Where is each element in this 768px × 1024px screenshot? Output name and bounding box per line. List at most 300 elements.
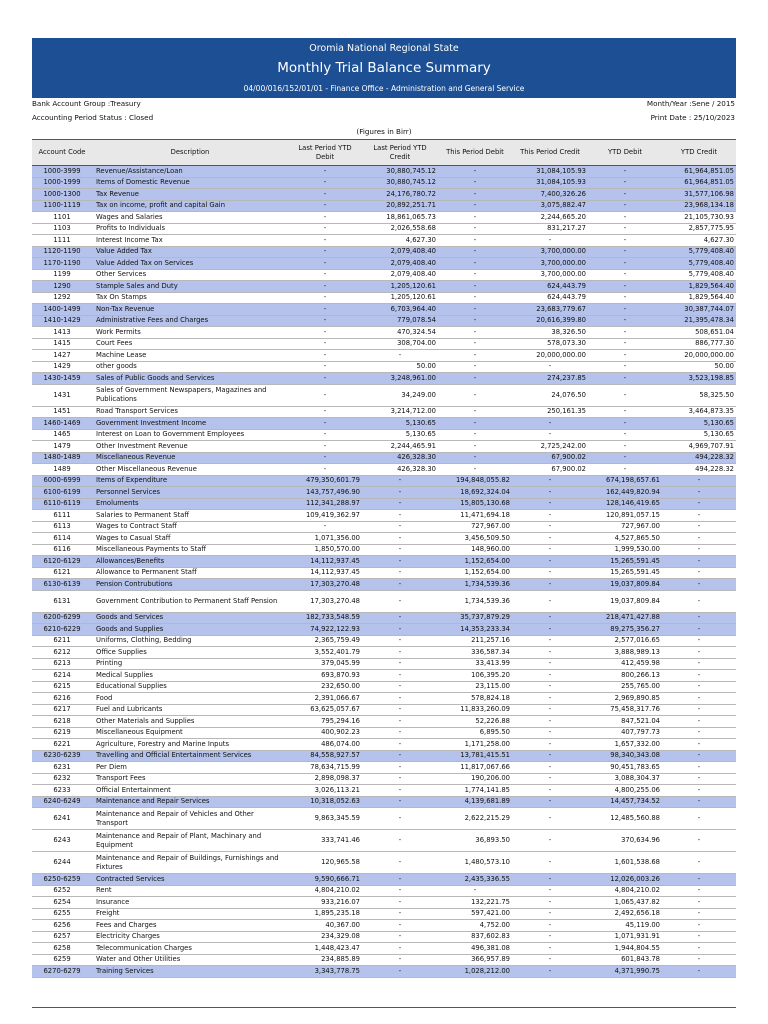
- ytd-credit-cell: 1,829,564.40: [662, 292, 736, 304]
- ytd-credit-cell: -: [662, 716, 736, 728]
- account-code-cell: 6121: [32, 567, 92, 579]
- account-code-cell: 1199: [32, 269, 92, 281]
- this-period-debit-cell: 578,824.18: [438, 693, 512, 705]
- ytd-credit-cell: -: [662, 521, 736, 533]
- last-period-ytd-credit-cell: 2,079,408.40: [362, 269, 438, 281]
- this-period-debit-cell: -: [438, 429, 512, 441]
- ytd-debit-cell: -: [588, 269, 662, 281]
- table-row: [32, 808, 736, 830]
- this-period-debit-cell: -: [438, 315, 512, 327]
- trial-balance-table: [32, 139, 736, 978]
- ytd-debit-cell: -: [588, 200, 662, 212]
- table-row: [32, 670, 736, 682]
- column-header: Last Period YTD Credit: [362, 140, 438, 166]
- ytd-credit-cell: -: [662, 635, 736, 647]
- table-row: [32, 510, 736, 522]
- this-period-credit-cell: 24,076.50: [512, 384, 588, 406]
- last-period-ytd-credit-cell: 50.00: [362, 361, 438, 373]
- this-period-debit-cell: -: [438, 258, 512, 270]
- ytd-debit-cell: 4,804,210.02: [588, 885, 662, 897]
- this-period-credit-cell: -: [512, 885, 588, 897]
- ytd-debit-cell: -: [588, 258, 662, 270]
- description-cell: Items of Expenditure: [92, 475, 288, 487]
- this-period-debit-cell: 3,456,509.50: [438, 533, 512, 545]
- ytd-debit-cell: -: [588, 166, 662, 178]
- this-period-credit-cell: -: [512, 624, 588, 636]
- last-period-ytd-credit-cell: 2,079,408.40: [362, 258, 438, 270]
- description-cell: Wages and Salaries: [92, 212, 288, 224]
- this-period-credit-cell: 20,000,000.00: [512, 350, 588, 362]
- this-period-credit-cell: 23,683,779.67: [512, 304, 588, 316]
- this-period-debit-cell: 366,957.89: [438, 954, 512, 966]
- last-period-ytd-debit-cell: 333,741.46: [288, 830, 362, 852]
- this-period-debit-cell: 33,413.99: [438, 658, 512, 670]
- description-cell: Fuel and Lubricants: [92, 704, 288, 716]
- last-period-ytd-debit-cell: 693,870.93: [288, 670, 362, 682]
- account-code-cell: 6113: [32, 521, 92, 533]
- group-row: [32, 177, 736, 189]
- ytd-debit-cell: 75,458,317.76: [588, 704, 662, 716]
- group-row: [32, 498, 736, 510]
- last-period-ytd-credit-cell: 34,249.00: [362, 384, 438, 406]
- ytd-credit-cell: 20,000,000.00: [662, 350, 736, 362]
- last-period-ytd-debit-cell: 400,902.23: [288, 727, 362, 739]
- this-period-debit-cell: 194,848,055.82: [438, 475, 512, 487]
- ytd-credit-cell: -: [662, 874, 736, 886]
- this-period-credit-cell: -: [512, 739, 588, 751]
- this-period-credit-cell: -: [512, 785, 588, 797]
- ytd-credit-cell: 30,387,744.07: [662, 304, 736, 316]
- last-period-ytd-debit-cell: 9,863,345.59: [288, 808, 362, 830]
- ytd-credit-cell: -: [662, 475, 736, 487]
- this-period-debit-cell: -: [438, 269, 512, 281]
- last-period-ytd-credit-cell: -: [362, 556, 438, 568]
- this-period-debit-cell: -: [438, 177, 512, 189]
- table-row: [32, 954, 736, 966]
- account-code-cell: 1100-1119: [32, 200, 92, 212]
- last-period-ytd-debit-cell: 1,448,423.47: [288, 943, 362, 955]
- this-period-debit-cell: 2,435,336.55: [438, 874, 512, 886]
- this-period-credit-cell: 2,244,665.20: [512, 212, 588, 224]
- month-year: Month/Year :Sene / 2015: [646, 99, 735, 108]
- account-code-cell: 6212: [32, 647, 92, 659]
- description-cell: Revenue/Assistance/Loan: [92, 166, 288, 178]
- this-period-debit-cell: 211,257.16: [438, 635, 512, 647]
- account-code-cell: 6258: [32, 943, 92, 955]
- ytd-credit-cell: 494,228.32: [662, 464, 736, 476]
- description-cell: Miscellaneous Equipment: [92, 727, 288, 739]
- account-code-cell: 6232: [32, 773, 92, 785]
- group-row: [32, 796, 736, 808]
- this-period-credit-cell: -: [512, 808, 588, 830]
- table-row: [32, 920, 736, 932]
- this-period-debit-cell: -: [438, 418, 512, 430]
- group-row: [32, 373, 736, 385]
- group-row: [32, 189, 736, 201]
- figures-note: (Figures in Birr): [356, 127, 412, 136]
- last-period-ytd-credit-cell: -: [362, 852, 438, 874]
- last-period-ytd-debit-cell: 143,757,496.90: [288, 487, 362, 499]
- last-period-ytd-debit-cell: 2,391,066.67: [288, 693, 362, 705]
- table-row: [32, 931, 736, 943]
- this-period-credit-cell: -: [512, 943, 588, 955]
- last-period-ytd-debit-cell: -: [288, 338, 362, 350]
- table-row: [32, 908, 736, 920]
- column-header: YTD Credit: [662, 140, 736, 166]
- this-period-debit-cell: 837,602.83: [438, 931, 512, 943]
- ytd-credit-cell: -: [662, 658, 736, 670]
- account-code-cell: 6216: [32, 693, 92, 705]
- description-cell: Miscellaneous Payments to Staff: [92, 544, 288, 556]
- table-row: [32, 429, 736, 441]
- last-period-ytd-debit-cell: -: [288, 166, 362, 178]
- account-code-cell: 6221: [32, 739, 92, 751]
- table-row: [32, 235, 736, 247]
- group-row: [32, 624, 736, 636]
- ytd-debit-cell: -: [588, 223, 662, 235]
- column-header: Account Code: [32, 140, 92, 166]
- this-period-credit-cell: -: [512, 681, 588, 693]
- last-period-ytd-credit-cell: -: [362, 704, 438, 716]
- ytd-credit-cell: -: [662, 885, 736, 897]
- this-period-credit-cell: -: [512, 647, 588, 659]
- last-period-ytd-debit-cell: 1,895,235.18: [288, 908, 362, 920]
- this-period-credit-cell: -: [512, 658, 588, 670]
- this-period-credit-cell: 2,725,242.00: [512, 441, 588, 453]
- account-code-cell: 6218: [32, 716, 92, 728]
- ytd-debit-cell: -: [588, 373, 662, 385]
- this-period-debit-cell: -: [438, 373, 512, 385]
- account-code-cell: 6256: [32, 920, 92, 932]
- last-period-ytd-debit-cell: -: [288, 281, 362, 293]
- ytd-debit-cell: -: [588, 235, 662, 247]
- ytd-debit-cell: 1,657,332.00: [588, 739, 662, 751]
- last-period-ytd-debit-cell: 9,590,666.71: [288, 874, 362, 886]
- last-period-ytd-debit-cell: 2,898,098.37: [288, 773, 362, 785]
- this-period-debit-cell: 1,152,654.00: [438, 567, 512, 579]
- this-period-credit-cell: -: [512, 716, 588, 728]
- ytd-debit-cell: 674,198,657.61: [588, 475, 662, 487]
- table-row: [32, 693, 736, 705]
- this-period-credit-cell: -: [512, 796, 588, 808]
- ytd-debit-cell: -: [588, 177, 662, 189]
- table-row: [32, 464, 736, 476]
- report-banner: [32, 38, 736, 98]
- account-code-cell: 6100-6199: [32, 487, 92, 499]
- this-period-credit-cell: -: [512, 556, 588, 568]
- last-period-ytd-credit-cell: 426,328.30: [362, 464, 438, 476]
- last-period-ytd-credit-cell: 30,880,745.12: [362, 177, 438, 189]
- ytd-credit-cell: -: [662, 647, 736, 659]
- ytd-debit-cell: -: [588, 292, 662, 304]
- last-period-ytd-debit-cell: 17,303,270.48: [288, 579, 362, 591]
- account-code-cell: 6131: [32, 590, 92, 612]
- ytd-debit-cell: 3,088,304.37: [588, 773, 662, 785]
- account-code-cell: 6200-6299: [32, 612, 92, 624]
- this-period-debit-cell: -: [438, 464, 512, 476]
- account-code-cell: 6114: [32, 533, 92, 545]
- account-code-cell: 6270-6279: [32, 966, 92, 978]
- ytd-credit-cell: -: [662, 681, 736, 693]
- description-cell: Tax on income, profit and capital Gain: [92, 200, 288, 212]
- ytd-credit-cell: 886,777.30: [662, 338, 736, 350]
- this-period-credit-cell: -: [512, 773, 588, 785]
- ytd-debit-cell: 19,037,809.84: [588, 590, 662, 612]
- last-period-ytd-debit-cell: 40,367.00: [288, 920, 362, 932]
- this-period-debit-cell: 6,895.50: [438, 727, 512, 739]
- ytd-debit-cell: 15,265,591.45: [588, 567, 662, 579]
- table-row: [32, 885, 736, 897]
- description-cell: Maintenance and Repair of Buildings, Furnishings and Fixtures: [92, 852, 288, 874]
- ytd-debit-cell: 19,037,809.84: [588, 579, 662, 591]
- ytd-credit-cell: 61,964,851.05: [662, 177, 736, 189]
- this-period-credit-cell: 624,443.79: [512, 292, 588, 304]
- this-period-credit-cell: -: [512, 874, 588, 886]
- last-period-ytd-credit-cell: -: [362, 693, 438, 705]
- ytd-credit-cell: 5,779,408.40: [662, 269, 736, 281]
- this-period-credit-cell: 67,900.02: [512, 464, 588, 476]
- account-code-cell: 6116: [32, 544, 92, 556]
- this-period-credit-cell: 31,084,105.93: [512, 177, 588, 189]
- this-period-debit-cell: -: [438, 246, 512, 258]
- this-period-credit-cell: -: [512, 510, 588, 522]
- ytd-debit-cell: -: [588, 327, 662, 339]
- account-code-cell: 6214: [32, 670, 92, 682]
- this-period-credit-cell: -: [512, 533, 588, 545]
- this-period-credit-cell: -: [512, 670, 588, 682]
- ytd-credit-cell: -: [662, 920, 736, 932]
- this-period-debit-cell: -: [438, 304, 512, 316]
- description-cell: Rent: [92, 885, 288, 897]
- last-period-ytd-credit-cell: -: [362, 475, 438, 487]
- account-code-cell: 6230-6239: [32, 750, 92, 762]
- this-period-credit-cell: -: [512, 762, 588, 774]
- last-period-ytd-credit-cell: 308,704.00: [362, 338, 438, 350]
- account-code-cell: 1430-1459: [32, 373, 92, 385]
- this-period-debit-cell: 190,206.00: [438, 773, 512, 785]
- table-row: [32, 716, 736, 728]
- this-period-debit-cell: -: [438, 166, 512, 178]
- account-code-cell: 6215: [32, 681, 92, 693]
- last-period-ytd-debit-cell: 234,329.08: [288, 931, 362, 943]
- this-period-credit-cell: -: [512, 567, 588, 579]
- ytd-debit-cell: 412,459.98: [588, 658, 662, 670]
- this-period-debit-cell: 18,692,324.04: [438, 487, 512, 499]
- ytd-credit-cell: 50.00: [662, 361, 736, 373]
- this-period-debit-cell: 1,774,141.85: [438, 785, 512, 797]
- table-row: [32, 897, 736, 909]
- ytd-debit-cell: -: [588, 384, 662, 406]
- description-cell: Travelling and Official Entertainment Services: [92, 750, 288, 762]
- ytd-credit-cell: 1,829,564.40: [662, 281, 736, 293]
- last-period-ytd-credit-cell: 426,328.30: [362, 452, 438, 464]
- ytd-debit-cell: 15,265,591.45: [588, 556, 662, 568]
- last-period-ytd-debit-cell: -: [288, 246, 362, 258]
- last-period-ytd-debit-cell: -: [288, 361, 362, 373]
- table-row: [32, 544, 736, 556]
- this-period-credit-cell: 831,217.27: [512, 223, 588, 235]
- this-period-credit-cell: -: [512, 544, 588, 556]
- last-period-ytd-credit-cell: -: [362, 908, 438, 920]
- last-period-ytd-credit-cell: 470,324.54: [362, 327, 438, 339]
- print-date: Print Date : 25/10/2023: [650, 113, 735, 122]
- this-period-credit-cell: -: [512, 475, 588, 487]
- account-code-cell: 6233: [32, 785, 92, 797]
- organization-name: Oromia National Regional State: [309, 43, 459, 54]
- last-period-ytd-debit-cell: 4,804,210.02: [288, 885, 362, 897]
- this-period-credit-cell: -: [512, 830, 588, 852]
- account-code-cell: 1170-1190: [32, 258, 92, 270]
- account-code-cell: 1413: [32, 327, 92, 339]
- ytd-credit-cell: -: [662, 498, 736, 510]
- last-period-ytd-credit-cell: 1,205,120.61: [362, 292, 438, 304]
- column-header: This Period Debit: [438, 140, 512, 166]
- table-header-row: [32, 140, 736, 166]
- this-period-debit-cell: 1,171,258.00: [438, 739, 512, 751]
- this-period-debit-cell: -: [438, 212, 512, 224]
- this-period-debit-cell: 1,028,212.00: [438, 966, 512, 978]
- description-cell: other goods: [92, 361, 288, 373]
- this-period-credit-cell: -: [512, 498, 588, 510]
- ytd-debit-cell: 727,967.00: [588, 521, 662, 533]
- last-period-ytd-debit-cell: 3,026,113.21: [288, 785, 362, 797]
- last-period-ytd-credit-cell: -: [362, 579, 438, 591]
- last-period-ytd-credit-cell: 5,130.65: [362, 429, 438, 441]
- last-period-ytd-credit-cell: -: [362, 567, 438, 579]
- last-period-ytd-credit-cell: -: [362, 727, 438, 739]
- group-row: [32, 487, 736, 499]
- this-period-debit-cell: 1,734,539.36: [438, 590, 512, 612]
- last-period-ytd-debit-cell: -: [288, 200, 362, 212]
- this-period-credit-cell: 274,237.85: [512, 373, 588, 385]
- this-period-debit-cell: -: [438, 384, 512, 406]
- ytd-credit-cell: -: [662, 750, 736, 762]
- last-period-ytd-debit-cell: -: [288, 327, 362, 339]
- description-cell: Maintenance and Repair of Plant, Machinary and Equipment: [92, 830, 288, 852]
- ytd-debit-cell: 407,797.73: [588, 727, 662, 739]
- this-period-debit-cell: 727,967.00: [438, 521, 512, 533]
- bank-account-group: Bank Account Group :Treasury: [32, 99, 141, 108]
- description-cell: Electricity Charges: [92, 931, 288, 943]
- ytd-debit-cell: -: [588, 361, 662, 373]
- last-period-ytd-debit-cell: -: [288, 464, 362, 476]
- last-period-ytd-credit-cell: -: [362, 612, 438, 624]
- ytd-credit-cell: -: [662, 739, 736, 751]
- description-cell: Allowances/Benefits: [92, 556, 288, 568]
- last-period-ytd-credit-cell: -: [362, 739, 438, 751]
- this-period-debit-cell: 23,115.00: [438, 681, 512, 693]
- ytd-debit-cell: 1,065,437.82: [588, 897, 662, 909]
- description-cell: Government Contribution to Permanent Staff Pension: [92, 590, 288, 612]
- description-cell: Other Miscellaneous Revenue: [92, 464, 288, 476]
- table-row: [32, 269, 736, 281]
- ytd-debit-cell: 370,634.96: [588, 830, 662, 852]
- ytd-credit-cell: -: [662, 762, 736, 774]
- group-row: [32, 874, 736, 886]
- ytd-debit-cell: 12,026,003.26: [588, 874, 662, 886]
- ytd-debit-cell: -: [588, 315, 662, 327]
- ytd-credit-cell: -: [662, 567, 736, 579]
- this-period-credit-cell: -: [512, 966, 588, 978]
- ytd-credit-cell: 5,779,408.40: [662, 246, 736, 258]
- group-row: [32, 258, 736, 270]
- this-period-debit-cell: 13,781,415.51: [438, 750, 512, 762]
- ytd-credit-cell: -: [662, 966, 736, 978]
- this-period-debit-cell: 11,817,067.66: [438, 762, 512, 774]
- this-period-credit-cell: -: [512, 931, 588, 943]
- description-cell: Official Entertainment: [92, 785, 288, 797]
- table-row: [32, 212, 736, 224]
- last-period-ytd-debit-cell: -: [288, 269, 362, 281]
- last-period-ytd-credit-cell: -: [362, 762, 438, 774]
- this-period-debit-cell: -: [438, 200, 512, 212]
- table-row: [32, 292, 736, 304]
- ytd-credit-cell: -: [662, 773, 736, 785]
- account-code-cell: 6240-6249: [32, 796, 92, 808]
- group-row: [32, 475, 736, 487]
- ytd-credit-cell: -: [662, 693, 736, 705]
- last-period-ytd-debit-cell: -: [288, 292, 362, 304]
- last-period-ytd-credit-cell: -: [362, 590, 438, 612]
- account-code-cell: 1489: [32, 464, 92, 476]
- description-cell: Fees and Charges: [92, 920, 288, 932]
- this-period-credit-cell: 624,443.79: [512, 281, 588, 293]
- table-row: [32, 441, 736, 453]
- group-row: [32, 612, 736, 624]
- last-period-ytd-debit-cell: -: [288, 235, 362, 247]
- this-period-debit-cell: 15,805,130.68: [438, 498, 512, 510]
- this-period-debit-cell: 148,960.00: [438, 544, 512, 556]
- last-period-ytd-credit-cell: -: [362, 785, 438, 797]
- group-row: [32, 579, 736, 591]
- last-period-ytd-credit-cell: -: [362, 796, 438, 808]
- ytd-credit-cell: 23,968,134.18: [662, 200, 736, 212]
- description-cell: Profits to Individuals: [92, 223, 288, 235]
- account-code-cell: 1465: [32, 429, 92, 441]
- ytd-debit-cell: 4,800,255.06: [588, 785, 662, 797]
- table-row: [32, 567, 736, 579]
- last-period-ytd-credit-cell: -: [362, 808, 438, 830]
- last-period-ytd-debit-cell: -: [288, 258, 362, 270]
- table-row: [32, 943, 736, 955]
- table-row: [32, 223, 736, 235]
- last-period-ytd-credit-cell: 3,214,712.00: [362, 406, 438, 418]
- last-period-ytd-credit-cell: -: [362, 830, 438, 852]
- ytd-debit-cell: 14,457,734.52: [588, 796, 662, 808]
- last-period-ytd-credit-cell: 20,892,251.71: [362, 200, 438, 212]
- last-period-ytd-credit-cell: -: [362, 350, 438, 362]
- ytd-credit-cell: 58,325.50: [662, 384, 736, 406]
- account-code-cell: 6219: [32, 727, 92, 739]
- last-period-ytd-debit-cell: -: [288, 406, 362, 418]
- ytd-credit-cell: -: [662, 908, 736, 920]
- ytd-credit-cell: -: [662, 830, 736, 852]
- ytd-debit-cell: 120,891,057.15: [588, 510, 662, 522]
- last-period-ytd-debit-cell: 10,318,052.63: [288, 796, 362, 808]
- description-cell: Non-Tax Revenue: [92, 304, 288, 316]
- account-code-cell: 1460-1469: [32, 418, 92, 430]
- ytd-debit-cell: 1,071,931.91: [588, 931, 662, 943]
- ytd-debit-cell: 4,527,865.50: [588, 533, 662, 545]
- description-cell: Water and Other Utilities: [92, 954, 288, 966]
- this-period-credit-cell: -: [512, 418, 588, 430]
- ytd-credit-cell: -: [662, 556, 736, 568]
- this-period-credit-cell: -: [512, 612, 588, 624]
- description-cell: Sales of Government Newspapers, Magazines and Publications: [92, 384, 288, 406]
- last-period-ytd-debit-cell: -: [288, 429, 362, 441]
- last-period-ytd-debit-cell: -: [288, 223, 362, 235]
- ytd-credit-cell: -: [662, 808, 736, 830]
